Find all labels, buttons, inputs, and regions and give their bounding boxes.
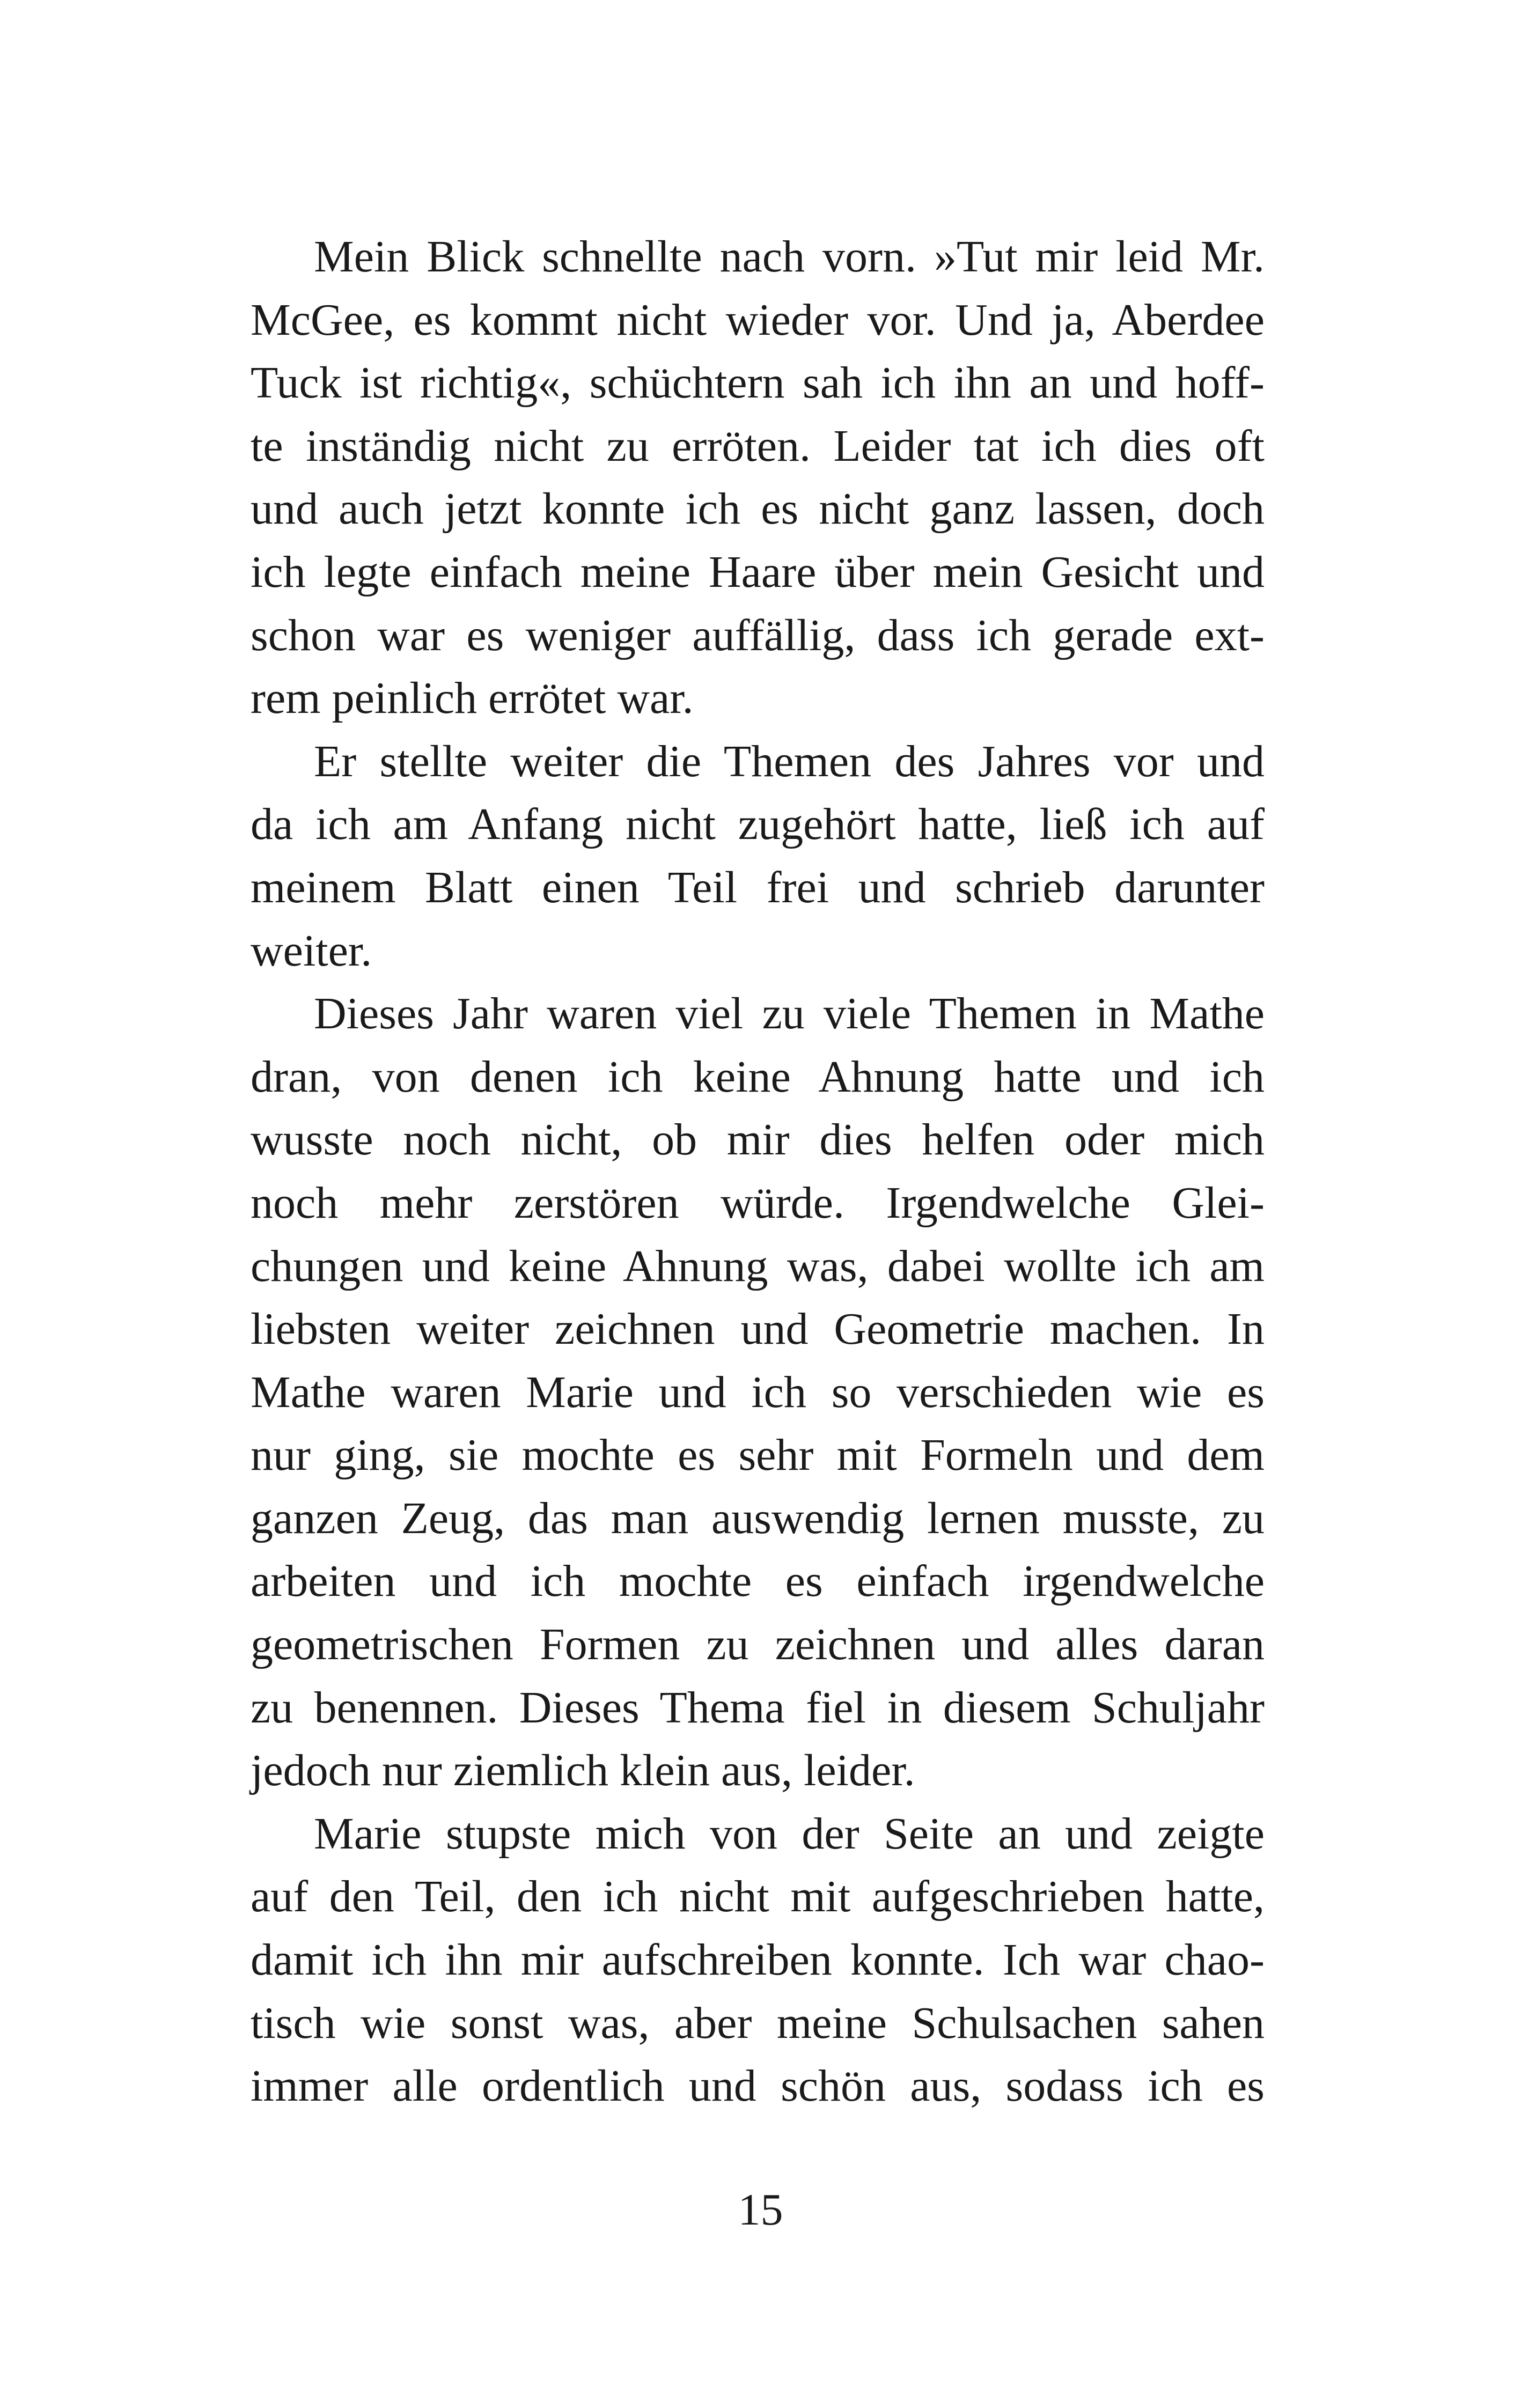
text-line: noch mehr zerstören würde. Irgendwelche Glei-	[251, 1177, 1265, 1228]
text-line: damit ich ihn mir aufschreiben konnte. Ich war chao-	[251, 1935, 1265, 1985]
text-line: Er stellte weiter die Themen des Jahres vor und	[314, 736, 1265, 786]
text-line: te inständig nicht zu erröten. Leider tat ich dies oft	[251, 421, 1265, 471]
text-line: nur ging, sie mochte es sehr mit Formeln und dem	[251, 1430, 1265, 1481]
text-line: Dieses Jahr waren viel zu viele Themen in Mathe	[314, 989, 1265, 1039]
text-line: jedoch nur ziemlich klein aus, leider.	[251, 1746, 915, 1796]
page-number: 15	[738, 2185, 783, 2235]
text-line: schon war es weniger auffällig, dass ich gerade ext-	[251, 610, 1265, 660]
text-line: ich legte einfach meine Haare über mein Gesicht und	[251, 547, 1265, 597]
text-line: da ich am Anfang nicht zugehört hatte, ließ ich auf	[251, 799, 1265, 850]
text-line: Mathe waren Marie und ich so verschieden wie es	[251, 1367, 1265, 1417]
text-line: ganzen Zeug, das man auswendig lernen musste, zu	[251, 1493, 1265, 1543]
text-line: und auch jetzt konnte ich es nicht ganz lassen, doch	[251, 484, 1265, 534]
text-line: geometrischen Formen zu zeichnen und alles daran	[251, 1619, 1265, 1670]
text-line: Tuck ist richtig«, schüchtern sah ich ihn an und hoff-	[251, 358, 1265, 408]
text-line: dran, von denen ich keine Ahnung hatte und ich	[251, 1051, 1265, 1102]
text-line: Marie stupste mich von der Seite an und zeigte	[314, 1808, 1265, 1859]
text-line: rem peinlich errötet war.	[251, 673, 694, 724]
text-line: liebsten weiter zeichnen und Geometrie machen. In	[251, 1304, 1265, 1354]
text-line: McGee, es kommt nicht wieder vor. Und ja, Aberdee	[251, 294, 1265, 345]
text-line: arbeiten und ich mochte es einfach irgendwelche	[251, 1556, 1265, 1607]
text-line: meinem Blatt einen Teil frei und schrieb darunter	[251, 862, 1265, 912]
text-line: weiter.	[251, 925, 372, 976]
text-line: immer alle ordentlich und schön aus, sodass ich es	[251, 2061, 1265, 2111]
text-line: auf den Teil, den ich nicht mit aufgeschrieben hatte,	[251, 1872, 1265, 1922]
text-line: Mein Blick schnellte nach vorn. »Tut mir leid Mr.	[314, 232, 1265, 282]
text-line: wusste noch nicht, ob mir dies helfen oder mich	[251, 1115, 1265, 1165]
body-text	[251, 225, 1265, 2118]
text-line: zu benennen. Dieses Thema fiel in diesem Schuljahr	[251, 1682, 1265, 1733]
text-line: chungen und keine Ahnung was, dabei wollte ich am	[251, 1241, 1265, 1291]
text-line: tisch wie sonst was, aber meine Schulsachen sahen	[251, 1998, 1265, 2048]
